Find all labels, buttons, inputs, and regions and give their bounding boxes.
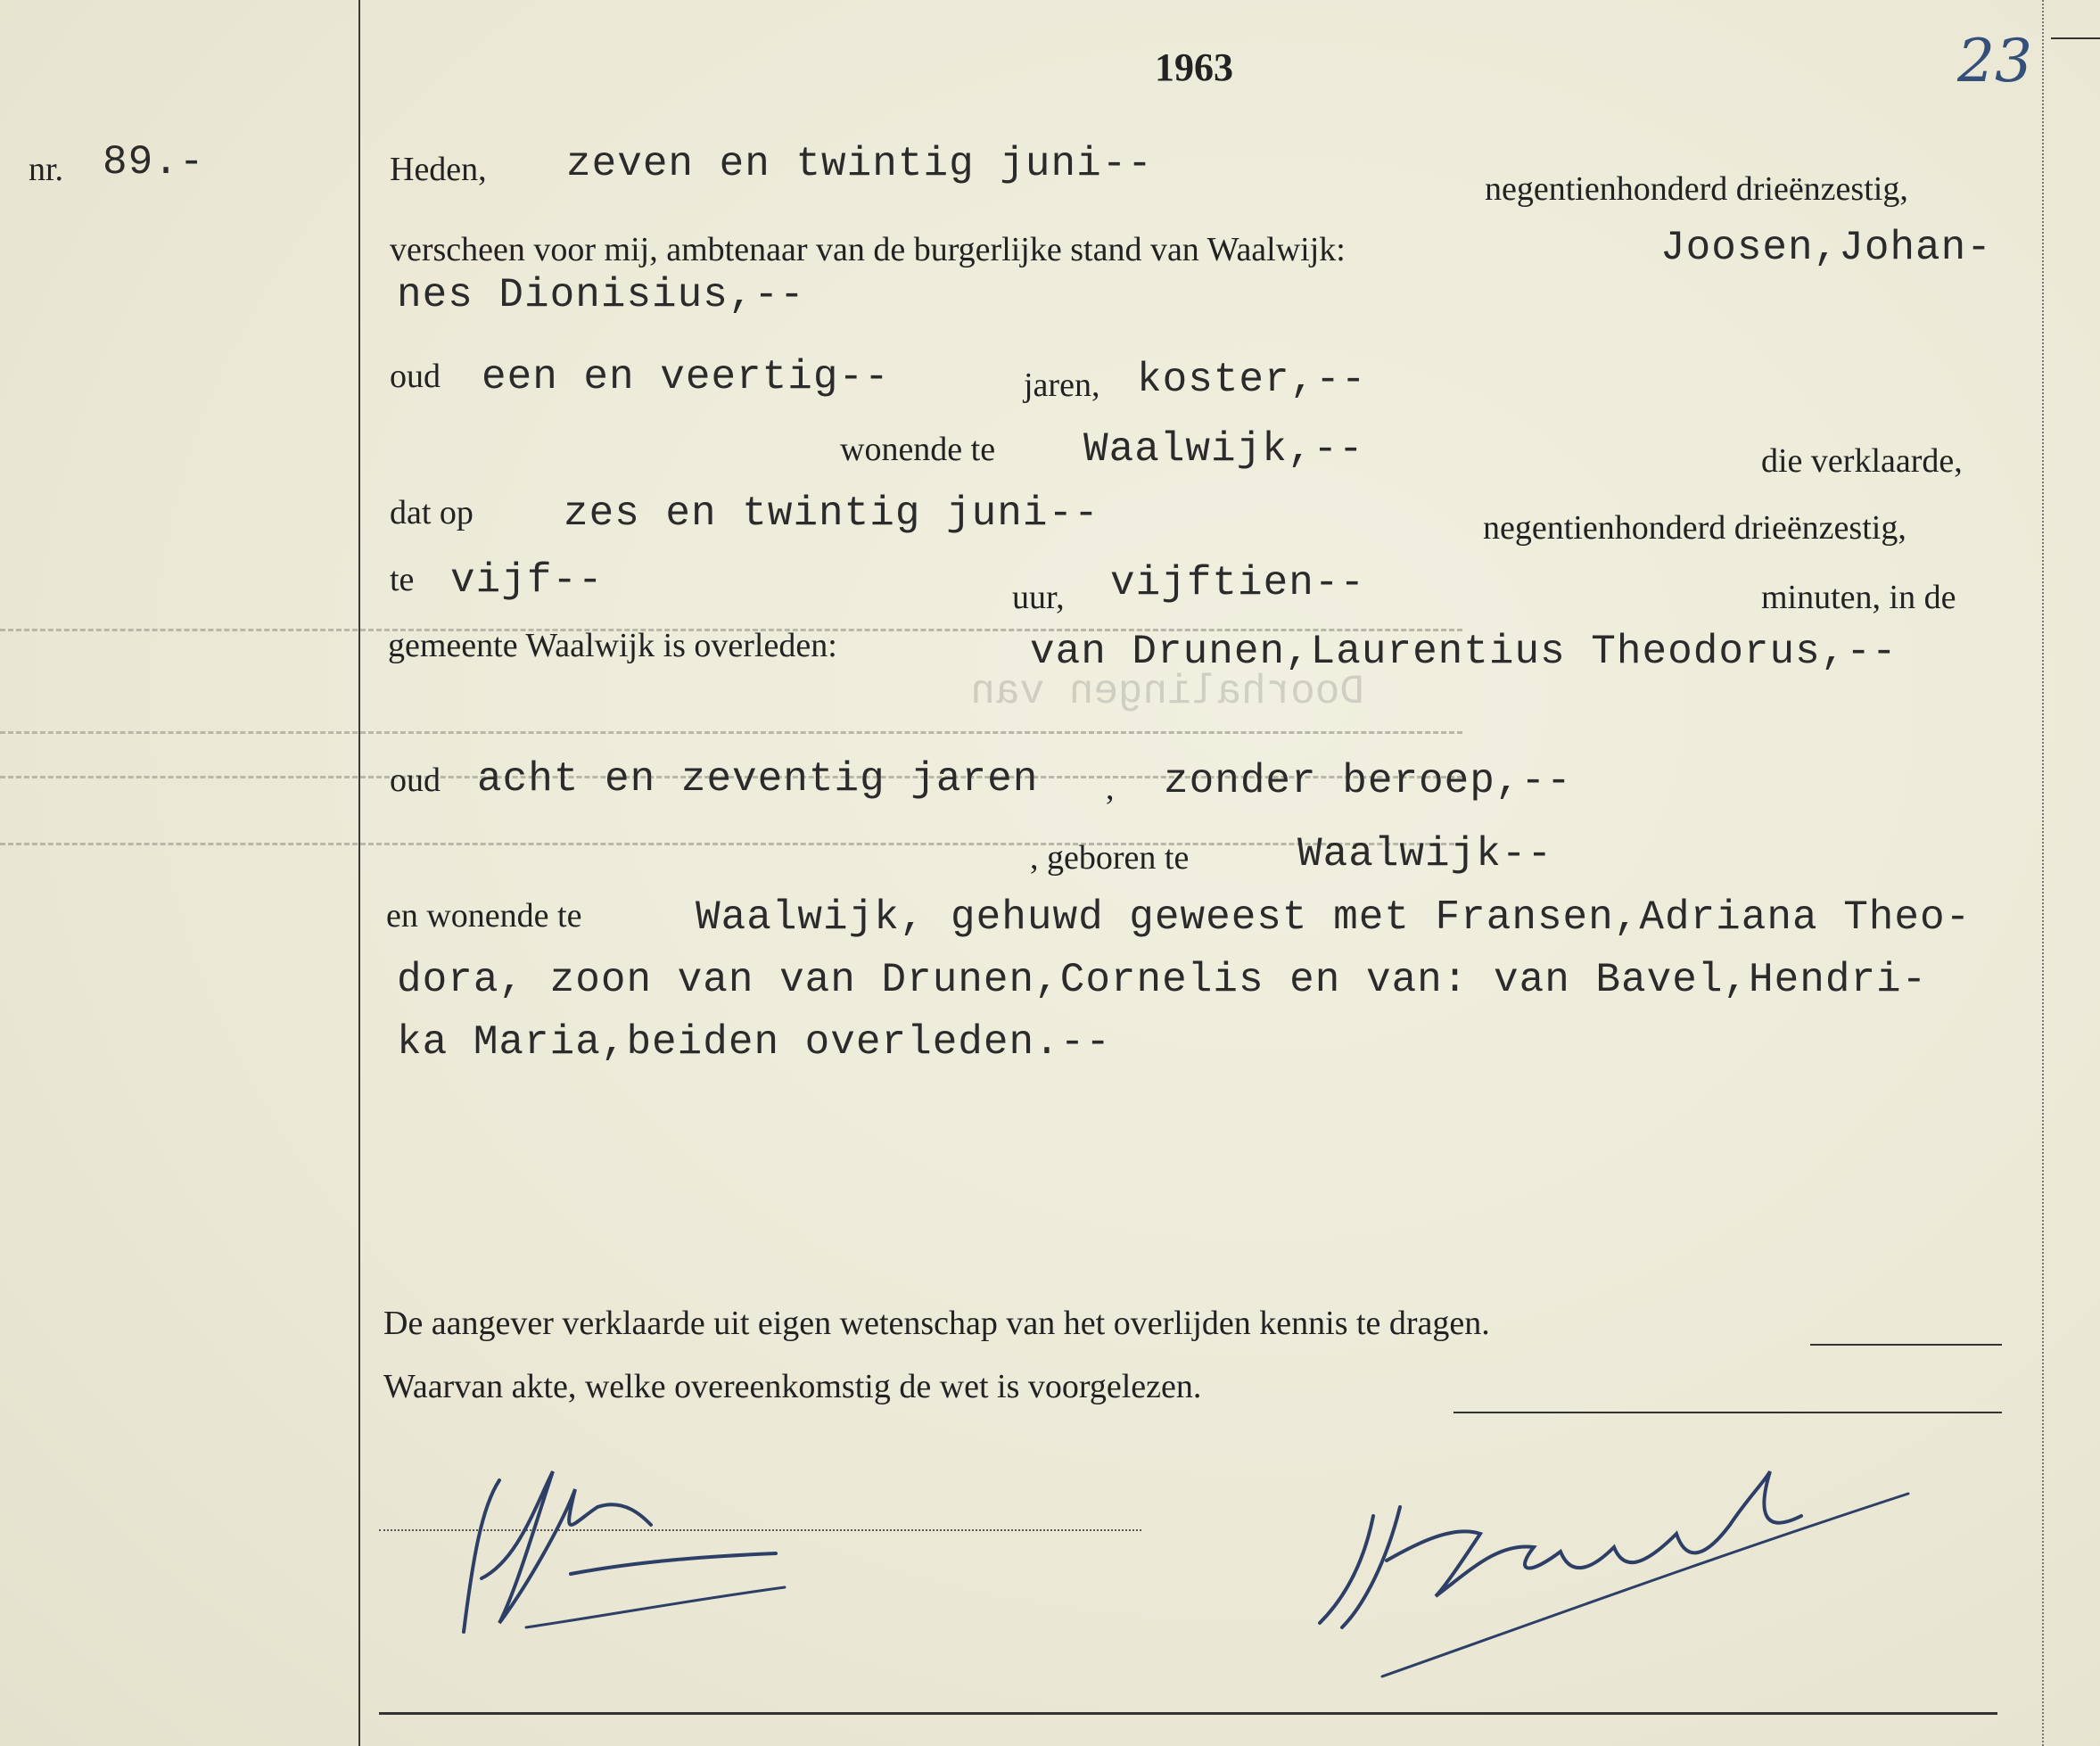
record-number-value: 89.- [103, 139, 205, 185]
bleed-through: Doorhalingen van [970, 669, 1364, 715]
deceased-residence-and-spouse: Waalwijk, gehuwd geweest met Fransen,Adriana Theo- [696, 894, 1972, 941]
label-dat-op: dat op [390, 494, 474, 531]
comma: , [1106, 770, 1115, 807]
label-en-wonende-te: en wonende te [386, 897, 582, 935]
page-number: 23 [1957, 27, 2032, 95]
declaration-read-aloud: Waarvan akte, welke overeenkomstig de wet is voorgelezen. [383, 1368, 1202, 1405]
deceased-parents: dora, zoon van van Drunen,Cornelis en van: van Bavel,Hendri- [397, 957, 1928, 1003]
declaration-knowledge: De aangever verklaarde uit eigen wetenschap van het overlijden kennis te dragen. [383, 1305, 1490, 1342]
right-perforation-line [2042, 0, 2044, 1746]
year-heading: 1963 [1155, 45, 1233, 89]
signature-declarant [419, 1454, 794, 1650]
date-of-death: zes en twintig juni-- [564, 490, 1099, 537]
label-year-2: negentienhonderd drieënzestig, [1483, 509, 1906, 547]
label-year-1: negentienhonderd drieënzestig, [1485, 170, 1908, 208]
deceased-parents-status: ka Maria,beiden overleden.-- [397, 1019, 1111, 1066]
label-geboren-te: , geboren te [1030, 839, 1190, 877]
guide-line [0, 843, 1462, 845]
declarant-name-part1: Joosen,Johan- [1660, 225, 1992, 271]
label-wonende-te: wonende te [840, 431, 996, 468]
deceased-name: van Drunen,Laurentius Theodorus,-- [1030, 629, 1898, 675]
label-oud: oud [390, 358, 441, 395]
declarant-residence: Waalwijk,-- [1083, 426, 1364, 473]
minutes-of-death: vijftien-- [1110, 560, 1366, 606]
declarant-age: een en veertig-- [482, 354, 890, 400]
fill-line [1454, 1412, 2002, 1413]
deceased-age: acht en zeventig jaren [477, 756, 1039, 803]
label-oud-2: oud [390, 762, 441, 799]
guide-line [0, 731, 1462, 734]
date-of-record: zeven en twintig juni-- [566, 141, 1153, 187]
record-number-label: nr. [29, 151, 64, 188]
declarant-name-part2: nes Dionisius,-- [397, 272, 805, 318]
bottom-rule [379, 1712, 1997, 1715]
left-margin-line [358, 0, 360, 1746]
fill-line [1810, 1344, 2002, 1346]
label-verscheen: verscheen voor mij, ambtenaar van de burgerlijke stand van Waalwijk: [390, 231, 1346, 268]
corner-mark [2051, 37, 2100, 39]
label-te: te [390, 561, 415, 598]
deceased-birthplace: Waalwijk-- [1297, 831, 1553, 877]
label-uur: uur, [1012, 579, 1065, 616]
label-minuten: minuten, in de [1761, 579, 1956, 616]
label-heden: Heden, [390, 151, 487, 188]
deceased-profession: zonder beroep,-- [1164, 758, 1572, 804]
declarant-profession: koster,-- [1137, 357, 1367, 403]
label-gemeente: gemeente Waalwijk is overleden: [388, 627, 837, 664]
label-die-verklaarde: die verklaarde, [1761, 442, 1963, 480]
signature-registrar [1302, 1462, 1926, 1685]
label-jaren: jaren, [1024, 366, 1100, 404]
hour-of-death: vijf-- [450, 557, 604, 604]
